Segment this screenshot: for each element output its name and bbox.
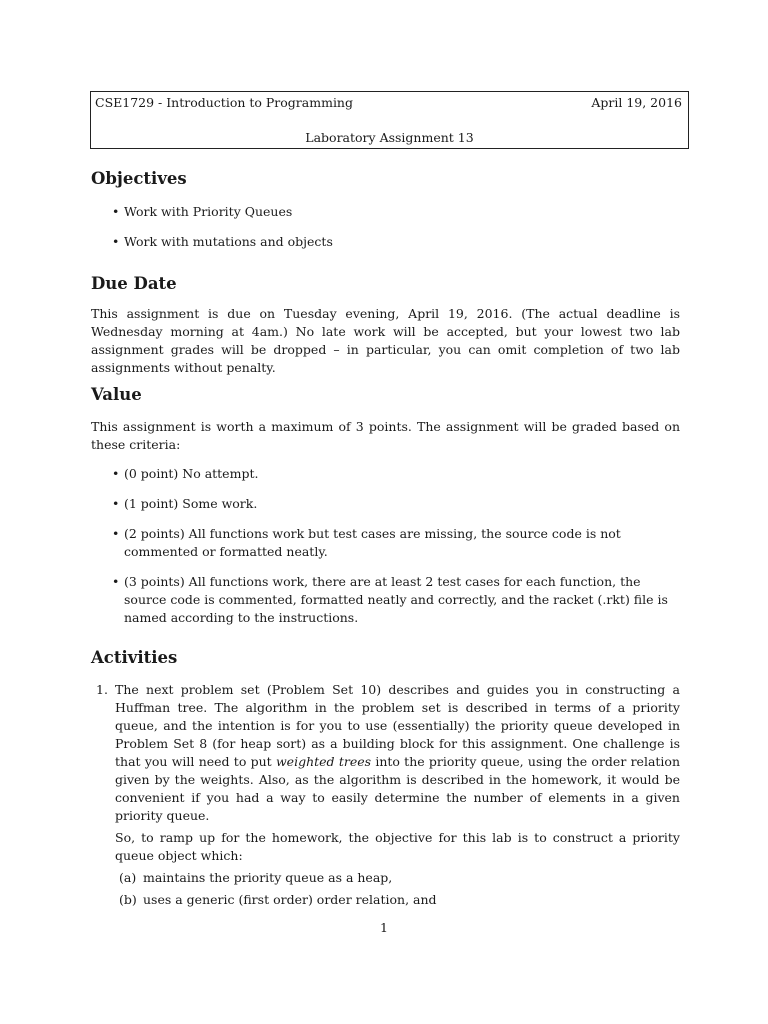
criteria-text: (0 point) No attempt. (124, 466, 259, 481)
bullet-icon: • (112, 526, 120, 541)
sub-item (115, 891, 680, 909)
criteria-text: (2 points) All functions work but test cases are missing, the source code is not commented or formatted neatly. (124, 526, 621, 559)
list-item (91, 233, 680, 251)
bullet-icon: • (112, 466, 120, 481)
value-heading: Value (91, 385, 142, 404)
header-date: April 19, 2016 (591, 95, 682, 110)
value-criteria-list (91, 465, 680, 627)
objectives-heading: Objectives (91, 169, 187, 188)
due-date-text: This assignment is due on Tuesday evening, April 19, 2016. (The actual deadline is Wednesday morning at 4am.) No late work will be accepted, but your lowest two lab assignment grades will be dropped – in particular, you can omit completion of two lab assignments without penalty. (91, 306, 680, 375)
list-item (91, 573, 680, 627)
activities-heading: Activities (91, 648, 178, 667)
objectives-list (91, 203, 680, 251)
sub-item-label: (b) (119, 892, 137, 907)
sub-item-text: maintains the priority queue as a heap, (143, 870, 393, 885)
activity-text: into the priority queue, using the order relation given by the weights. Also, as the algorithm is described in the homework, it would be convenient if you had a way to easily determine the number of elements in a given priority queue. (115, 754, 680, 823)
course-title: CSE1729 - Introduction to Programming (95, 95, 353, 110)
activity-paragraph: So, to ramp up for the homework, the objective for this lab is to construct a priority queue object which: (115, 830, 680, 863)
activity-number: 1. (96, 682, 108, 697)
objective-text: Work with mutations and objects (124, 234, 333, 249)
header-box (90, 91, 689, 149)
list-item (91, 203, 680, 221)
sub-item (115, 869, 680, 887)
activity-text: The next problem set (Problem Set 10) describes and guides you in constructing a Huffman tree. The algorithm in the problem set is described in terms of a priority queue, and the intention is for you to use (essentially) the priority queue developed in Problem Set 8 (for heap sort) as a building block for this assignment. One challenge is that you will need to put (115, 682, 680, 769)
activity-body (115, 681, 680, 909)
page-number: 1 (380, 920, 388, 935)
bullet-icon: • (112, 204, 120, 219)
sub-item-text: uses a generic (first order) order relation, and (143, 892, 437, 907)
list-item (91, 495, 680, 513)
due-date-heading: Due Date (91, 274, 177, 293)
bullet-icon: • (112, 234, 120, 249)
sub-item-label: (a) (119, 870, 137, 885)
activity-paragraph (115, 681, 680, 825)
assignment-title: Laboratory Assignment 13 (305, 130, 474, 145)
criteria-text: (1 point) Some work. (124, 496, 258, 511)
activities-list (91, 681, 680, 909)
value-intro: This assignment is worth a maximum of 3 points. The assignment will be graded based on these criteria: (91, 419, 680, 452)
objective-text: Work with Priority Queues (124, 204, 293, 219)
criteria-text: (3 points) All functions work, there are at least 2 test cases for each function, the source code is commented, formatted neatly and correctly, and the racket (.rkt) file is named according to the instructions. (124, 574, 668, 625)
list-item (91, 465, 680, 483)
bullet-icon: • (112, 574, 120, 589)
list-item (91, 525, 680, 561)
activity-emphasis: weighted trees (275, 754, 372, 769)
bullet-icon: • (112, 496, 120, 511)
